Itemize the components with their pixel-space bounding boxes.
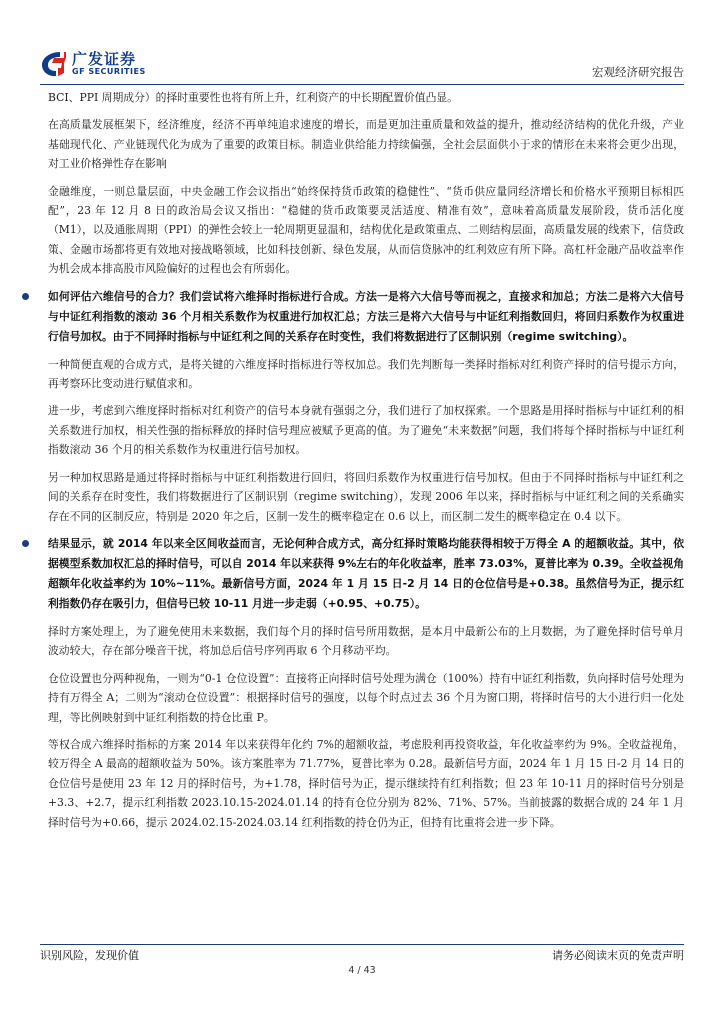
bullet-text: 结果显示，就 2014 年以来全区间收益而言，无论何种合成方式，高分红择时策略均能获得相较于万得全 A 的超额收益。其中，依据模型系数加权汇总的择时信号，可以自 2014 年以来获得 9%左右的年化收益率，胜率 73.03%，夏普比率为 0.39。全收益视角超额年化收益率约为 10%~11%。最新信号方面，2024 年 1 月 15 日-2 月 14 日的仓位信号是+0.38。虽然信号为正，提示红利指数仍存在吸引力，但信号已较 10-11 月进一步走弱（+0.95、+0.75）。 <box>48 536 684 610</box>
page-number: 4 / 43 <box>348 965 376 976</box>
body-paragraph: BCI、PPI 周期成分）的择时重要性也将有所上升，红利资产的中长期配置价值凸显。 <box>48 91 458 104</box>
footer-slogan: 识别风险，发现价值 <box>40 949 139 962</box>
gf-logo-icon <box>40 50 66 78</box>
key-point-bullet <box>26 287 684 347</box>
body-paragraph: 仓位设置也分两种视角，一则为“0-1 仓位设置”：直接将正向择时信号处理为满仓（100%）持有中证红利指数，负向择时信号处理为持有万得全 A；二则为“滚动仓位设置”：根据择时信号的强度，以每个时点过去 36 个月为窗口期，将择时信号的大小进行归一化处理，等比例映射到中证红利指数的持仓比重 P。 <box>48 671 684 724</box>
logo-chinese-name: 广发证券 <box>72 50 137 68</box>
header-divider <box>40 84 684 85</box>
body-paragraph: 进一步，考虑到六维度择时指标对红利资产的信号本身就有强弱之分，我们进行了加权探索。一个思路是用择时指标与中证红利的相关系数进行加权，相关性强的指标释放的择时信号理应被赋予更高的值。为了避免“未来数据”问题，我们将每个择时指标与中证红利指数滚动 36 个月的相关系数作为权重进行信号加权。 <box>48 404 684 457</box>
body-paragraph: 等权合成六维择时指标的方案 2014 年以来获得年化约 7%的超额收益，考虑股利再投资收益，年化收益率约为 9%。全收益视角，较万得全 A 最高的超额收益为 50%。该方案胜率为 71.77%，夏普比率为 0.28。最新信号方面，2024 年 1 月 15 日-2 月 14 日的仓位信号是使用 23 年 12 月的择时信号，为+1.78，择时信号为正，提示继续持有红利指数；但 23 年 10-11 月的择时信号分别是+3.3、+2.7，提示红利指数 2023.10.15-2024.01.14 的持有仓位分别为 82%、71%、57%。当前披露的数据合成的 24 年 1 月择时信号为+0.66，提示 2024.02.15-2024.03.14 红利指数的持仓仍为正，但持有比重将会进一步下降。 <box>48 737 684 829</box>
bullet-text: 如何评估六维信号的合力？我们尝试将六维择时指标进行合成。方法一是将六大信号等而视之，直接求和加总；方法二是将六大信号与中证红利指数的滚动 36 个月相关系数作为权重进行加权汇总；方法三是将六大信号与中证红利指数回归，将回归系数作为权重进行信号加权。由于不同择时指标与中证红利之间的关系存在时变性，我们将数据进行了区制识别（regime switching）。 <box>48 289 684 343</box>
footer-divider <box>40 944 684 945</box>
gf-securities-logo <box>40 48 160 84</box>
body-paragraph: 择时方案处理上，为了避免使用未来数据，我们每个月的择时信号所用数据，是本月中最新公布的上月数据，为了避免择时信号单月波动较大，存在部分噪音干扰，将加总后信号序列再取 6 个月移动平均。 <box>48 624 684 658</box>
body-paragraph: 金融维度，一则总量层面，中央金融工作会议指出“始终保持货币政策的稳健性”、“货币供应量同经济增长和价格水平预期目标相匹配”，23 年 12 月 8 日的政治局会议又指出：“稳健的货币政策要灵活适度、精准有效”，意味着高质量发展阶段，货币活化度（M1），以及通胀周期（PPI）的弹性会较上一轮周期更显温和，结构优化是政策重点、二则结构层面，高质量发展的线索下，信贷政策、金融市场都将更有效地对接战略领域，比如科技创新、绿色发展，从而信贷脉冲的红利效应有所下降。高杠杆金融产品收益率作为机会成本排高股市风险偏好的过程也会有所弱化。 <box>48 184 684 276</box>
body-paragraph: 一种简便直观的合成方式，是将关键的六维度择时指标进行等权加总。我们先判断每一类择时指标对红利资产择时的信号提示方向，再考察环比变动进行赋值求和。 <box>48 357 684 391</box>
report-type-label: 宏观经济研究报告 <box>592 65 684 79</box>
body-paragraph: 另一种加权思路是通过将择时指标与中证红利指数进行回归，将回归系数作为权重进行信号加权。但由于不同择时指标与中证红利之间的关系存在时变性，我们将数据进行了区制识别（regime switching），发现 2006 年以来，择时指标与中证红利之间的关系确实存在不同的区制反应，特别是 2020 年之后，区制一发生的概率稳定在 0.6 以上，而区制二发生的概率稳定在 0.4 以下。 <box>48 470 684 523</box>
key-point-bullet <box>26 534 684 614</box>
bullet-dot-icon <box>22 293 29 300</box>
page-header <box>40 48 684 84</box>
body-paragraph: 在高质量发展框架下，经济维度，经济不再单纯追求速度的增长，而是更加注重质量和效益的提升，推动经济结构的优化升级，产业基础现代化、产业链现代化为成为了重要的政策目标。制造业供给能力持续偏强，全社会层面供小于求的情形在未来将会更少出现，对工业价格弹性存在影响 <box>48 118 684 171</box>
bullet-dot-icon <box>22 540 29 547</box>
logo-english-name: GF SECURITIES <box>72 67 146 76</box>
footer-disclaimer-note: 请务必阅读末页的免责声明 <box>552 949 684 962</box>
report-body <box>48 88 684 840</box>
